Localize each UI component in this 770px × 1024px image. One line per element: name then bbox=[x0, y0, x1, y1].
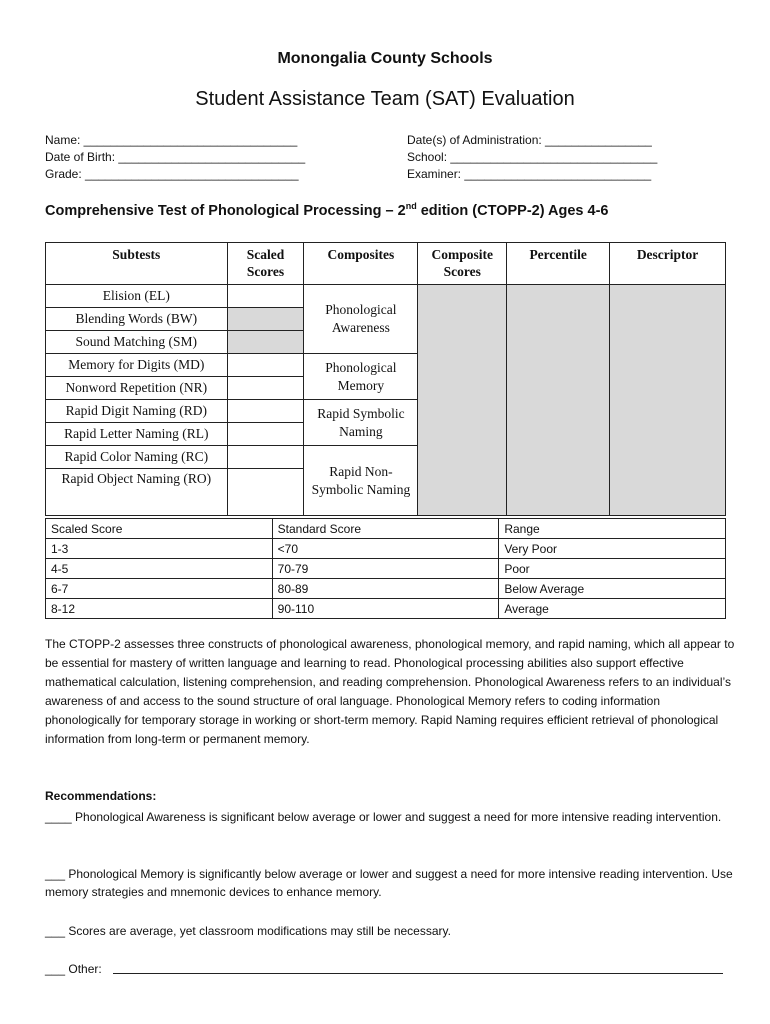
subtest-memory-for-digits: Memory for Digits (MD) bbox=[46, 354, 228, 377]
scaled-score-value: 6-7 bbox=[46, 579, 273, 599]
range-value: Average bbox=[499, 599, 726, 619]
scaled-score-cell[interactable] bbox=[227, 377, 304, 400]
scaled-score-value: 1-3 bbox=[46, 539, 273, 559]
scaled-score-cell[interactable] bbox=[227, 400, 304, 423]
standard-score-value: 90-110 bbox=[272, 599, 499, 619]
table-row bbox=[46, 599, 726, 619]
scaled-score-value: 4-5 bbox=[46, 559, 273, 579]
section-heading-suffix: edition (CTOPP-2) Ages 4-6 bbox=[416, 202, 609, 219]
scaled-score-cell[interactable] bbox=[227, 469, 304, 516]
table-row bbox=[46, 539, 726, 559]
subtest-rapid-digit-naming: Rapid Digit Naming (RD) bbox=[46, 400, 228, 423]
composite-rapid-symbolic-naming: Rapid Symbolic Naming bbox=[304, 400, 418, 446]
range-value: Poor bbox=[499, 559, 726, 579]
subtest-sound-matching: Sound Matching (SM) bbox=[46, 331, 228, 354]
administration-dates-field[interactable]: Date(s) of Administration: ________________ bbox=[407, 133, 652, 147]
section-heading-sup: nd bbox=[405, 201, 417, 211]
composite-rapid-non-symbolic-naming: Rapid Non-Symbolic Naming bbox=[304, 446, 418, 516]
section-heading-prefix: Comprehensive Test of Phonological Processing – 2 bbox=[45, 202, 406, 219]
subtest-rapid-object-naming: Rapid Object Naming (RO) bbox=[46, 469, 228, 516]
header-descriptor: Descriptor bbox=[610, 243, 726, 285]
header-range: Range bbox=[499, 519, 726, 539]
section-heading bbox=[45, 201, 608, 219]
scaled-score-cell[interactable] bbox=[227, 331, 304, 354]
recommendations-heading: Recommendations: bbox=[45, 789, 157, 803]
scaled-score-cell[interactable] bbox=[227, 446, 304, 469]
recommendation-scores-average[interactable]: ___ Scores are average, yet classroom modifications may still be necessary. bbox=[45, 924, 451, 938]
range-value: Below Average bbox=[499, 579, 726, 599]
name-field[interactable]: Name: ________________________________ bbox=[45, 133, 298, 147]
other-input-line[interactable] bbox=[113, 973, 723, 974]
header-subtests: Subtests bbox=[46, 243, 228, 285]
scaled-score-cell[interactable] bbox=[227, 423, 304, 446]
recommendation-phonological-awareness[interactable]: ____ Phonological Awareness is significant below average or lower and suggest a need for more intensive reading intervention. bbox=[45, 810, 722, 824]
standard-score-value: 70-79 bbox=[272, 559, 499, 579]
header-scaled-scores: Scaled Scores bbox=[227, 243, 304, 285]
standard-score-value: <70 bbox=[272, 539, 499, 559]
score-range-table bbox=[45, 518, 726, 619]
composite-scores-cell[interactable] bbox=[418, 285, 507, 516]
student-info-right bbox=[407, 132, 657, 183]
scaled-score-cell[interactable] bbox=[227, 354, 304, 377]
dob-field[interactable]: Date of Birth: ____________________________ bbox=[45, 150, 306, 164]
standard-score-value: 80-89 bbox=[272, 579, 499, 599]
ctopp-description: The CTOPP-2 assesses three constructs of phonological awareness, phonological memory, and rapid naming, which all appear to be essential for mastery of written language and learning to read. Phonological processing abilities also support effective mathematical calculation, listening comprehension, and reading comprehension. Phonological Awareness refers to an individual’s awareness of and access to the sound structure of oral language. Phonological Memory refers to coding information phonologically for temporary storage in working or short-term memory. Rapid Naming requires efficient retrieval of phonological information from long-term or permanent memory. bbox=[45, 637, 735, 746]
subtest-blending-words: Blending Words (BW) bbox=[46, 308, 228, 331]
range-value: Very Poor bbox=[499, 539, 726, 559]
header-composite-scores: Composite Scores bbox=[418, 243, 507, 285]
percentile-cell[interactable] bbox=[507, 285, 610, 516]
recommendation-phonological-memory[interactable]: ___ Phonological Memory is significantly below average or lower and suggest a need for more intensive reading intervention. Use memory strategies and mnemonic devices to enhance memory. bbox=[45, 867, 733, 899]
composite-phonological-memory: Phonological Memory bbox=[304, 354, 418, 400]
scaled-score-cell[interactable] bbox=[227, 285, 304, 308]
subtest-elision: Elision (EL) bbox=[46, 285, 228, 308]
header-standard-score: Standard Score bbox=[272, 519, 499, 539]
composite-phonological-awareness: Phonological Awareness bbox=[304, 285, 418, 354]
descriptor-cell[interactable] bbox=[610, 285, 726, 516]
scaled-score-value: 8-12 bbox=[46, 599, 273, 619]
subtest-nonword-repetition: Nonword Repetition (NR) bbox=[46, 377, 228, 400]
recommendation-other[interactable]: ___ Other: bbox=[45, 962, 102, 976]
form-title: Student Assistance Team (SAT) Evaluation bbox=[195, 88, 575, 110]
examiner-field[interactable]: Examiner: ____________________________ bbox=[407, 167, 652, 181]
table-row bbox=[46, 559, 726, 579]
header-composites: Composites bbox=[304, 243, 418, 285]
school-field[interactable]: School: _______________________________ bbox=[407, 150, 658, 164]
scaled-score-cell[interactable] bbox=[227, 308, 304, 331]
district-name: Monongalia County Schools bbox=[277, 50, 493, 67]
table-row bbox=[46, 285, 726, 308]
table-header-row bbox=[46, 243, 726, 285]
subtest-rapid-color-naming: Rapid Color Naming (RC) bbox=[46, 446, 228, 469]
header-percentile: Percentile bbox=[507, 243, 610, 285]
grade-field[interactable]: Grade: ________________________________ bbox=[45, 167, 299, 181]
ctopp-score-table bbox=[45, 242, 726, 516]
table-header-row bbox=[46, 519, 726, 539]
header-scaled-score: Scaled Score bbox=[46, 519, 273, 539]
student-info-left bbox=[45, 132, 305, 183]
subtest-rapid-letter-naming: Rapid Letter Naming (RL) bbox=[46, 423, 228, 446]
table-row bbox=[46, 579, 726, 599]
